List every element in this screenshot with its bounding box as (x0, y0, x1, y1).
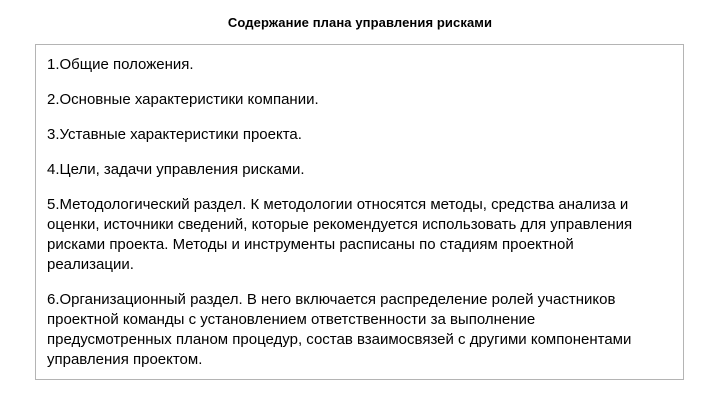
list-item-company-characteristics: 2.Основные характеристики компании. (47, 91, 319, 108)
content-box (35, 44, 684, 380)
list-item-general-provisions: 1.Общие положения. (47, 56, 194, 73)
slide-title: Содержание плана управления рисками (227, 15, 493, 30)
list-item-project-characteristics: 3.Уставные характеристики проекта. (47, 126, 302, 143)
list-item-methodology-section: 5.Методологический раздел. К методологии относятся методы, средства анализа и оценки, источники сведений, которые рекомендуется использовать для управления рисками проекта. Методы и инструменты расписаны по стадиям проектной реализации. (47, 196, 633, 273)
list-item-organizational-section: 6.Организационный раздел. В него включается распределение ролей участников проектной команды с установлением ответственности за выполнение предусмотренных планом процедур, состав взаимосвязей с другими компонентами управления проектом. (47, 291, 632, 368)
list-item-goals-tasks: 4.Цели, задачи управления рисками. (47, 161, 305, 178)
